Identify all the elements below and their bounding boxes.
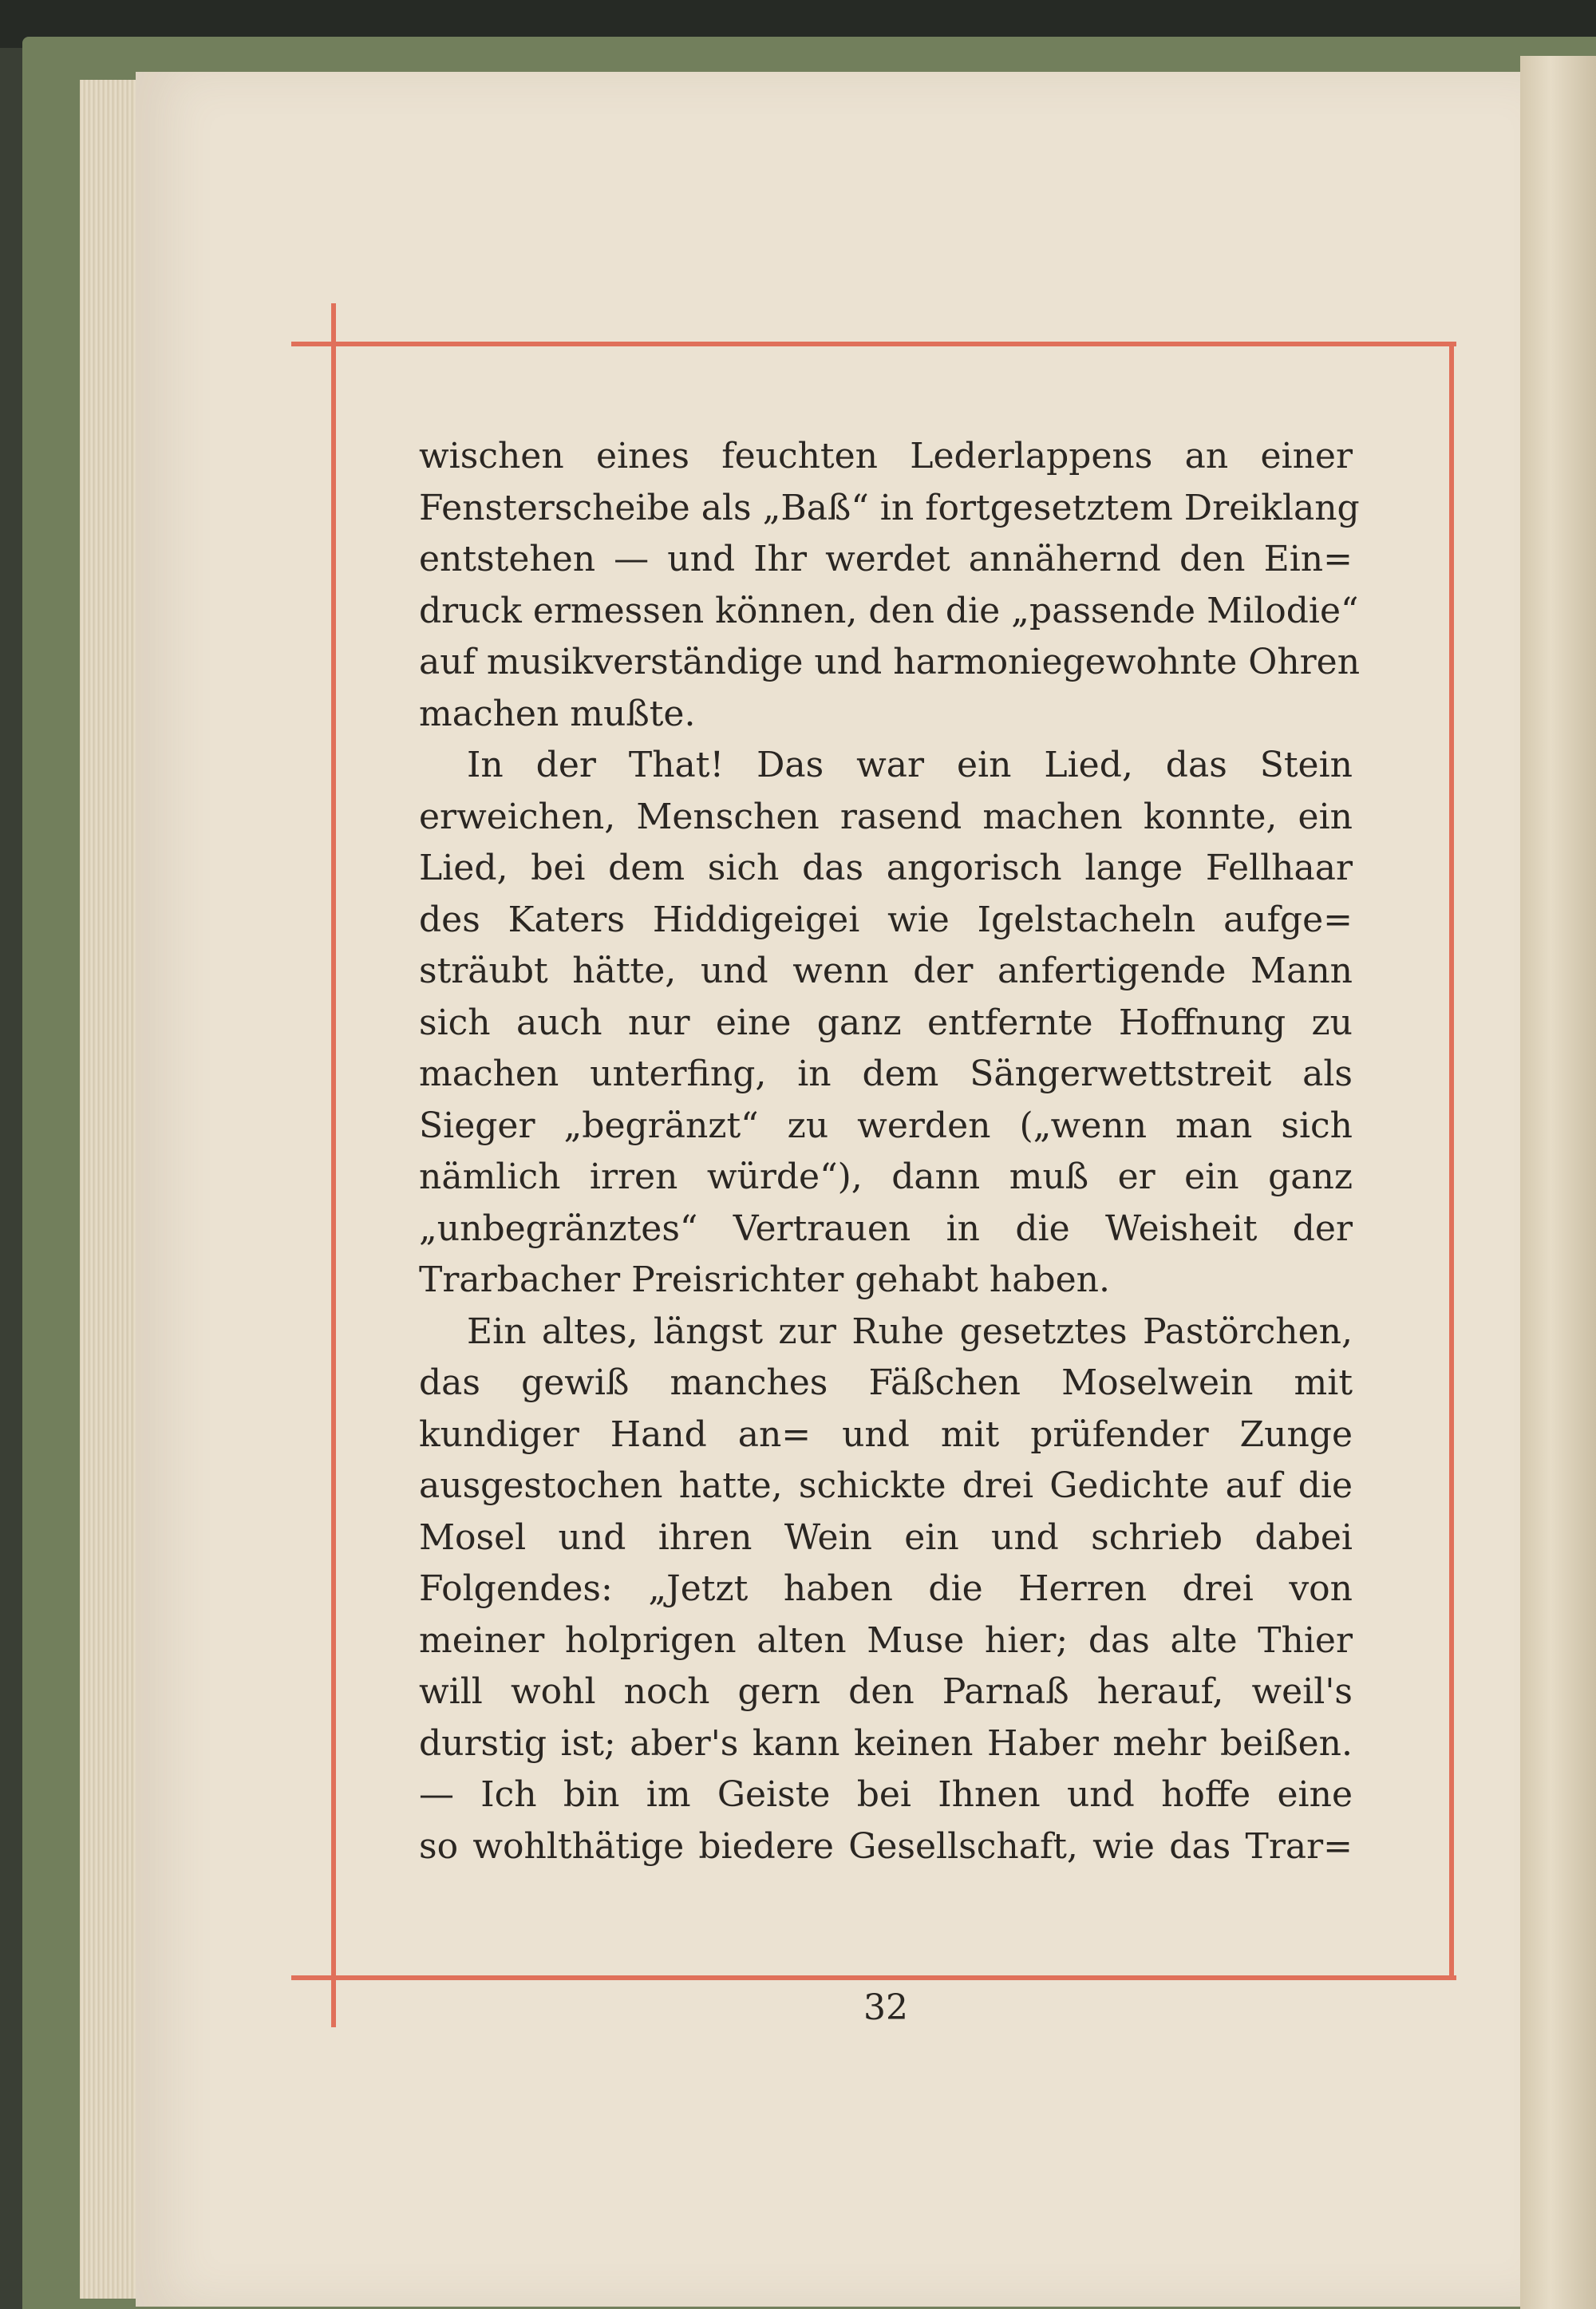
frame-rule-right [1449,342,1454,1979]
text-line: ausgestochen hatte, schickte drei Gedichte auf die [419,1465,1353,1506]
text-line: wischen eines feuchten Lederlappens an einer [419,436,1353,476]
text-line: Ein altes, längst zur Ruhe gesetztes Pastörchen, [467,1311,1353,1352]
frame-rule-top [291,342,1456,346]
text-line: „unbegränztes“ Vertrauen in die Weisheit der [419,1208,1353,1249]
text-line: auf musikverständige und harmoniegewohnte Ohren [419,642,1361,682]
text-line: erweichen, Menschen rasend machen konnte, ein [419,796,1353,837]
text-line: Trarbacher Preisrichter gehabt haben. [419,1259,1110,1300]
page-edges-right [1520,56,1596,2309]
body-text [419,431,1361,1872]
text-line: machen mußte. [419,693,696,734]
frame-rule-left [331,303,336,2027]
text-line: druck ermessen können, den die „passende Milodie“ [419,590,1359,631]
text-line: will wohl noch gern den Parnaß herauf, weil's [419,1671,1353,1712]
text-line: sich auch nur eine ganz entfernte Hoffnung zu [419,1002,1353,1043]
text-line: meiner holprigen alten Muse hier; das alte Thier [419,1619,1353,1661]
page-number: 32 [863,1987,908,2028]
text-line: Fensterscheibe als „Baß“ in fortgesetztem Dreiklang [419,487,1360,528]
text-line: Lied, bei dem sich das angorisch lange Fellhaar [419,848,1353,888]
text-line: — Ich bin im Geiste bei Ihnen und hoffe eine [419,1774,1353,1815]
text-line: das gewiß manches Fäßchen Moselwein mit [419,1362,1353,1403]
text-line: durstig ist; aber's kann keinen Haber mehr beißen. [419,1722,1353,1764]
text-line: Sieger „begränzt“ zu werden („wenn man sich [419,1105,1353,1146]
text-line: nämlich irren würde“), dann muß er ein ganz [419,1156,1353,1197]
text-line: In der That! Das war ein Lied, das Stein [467,745,1353,785]
frame-rule-bottom [291,1975,1456,1980]
text-line: Mosel und ihren Wein ein und schrieb dabei [419,1516,1353,1558]
text-line: sträubt hätte, und wenn der anfertigende Mann [419,951,1353,991]
text-line: Folgendes: „Jetzt haben die Herren drei von [419,1568,1353,1609]
text-line: machen unterfing, in dem Sängerwettstreit als [419,1054,1353,1094]
text-line: kundiger Hand an= und mit prüfender Zunge [419,1413,1353,1455]
text-line: entstehen — und Ihr werdet annähernd den Ein= [419,539,1353,579]
text-line: so wohlthätige biedere Gesellschaft, wie das Trar= [419,1825,1353,1867]
text-line: des Katers Hiddigeigei wie Igelstacheln aufge= [419,899,1353,940]
